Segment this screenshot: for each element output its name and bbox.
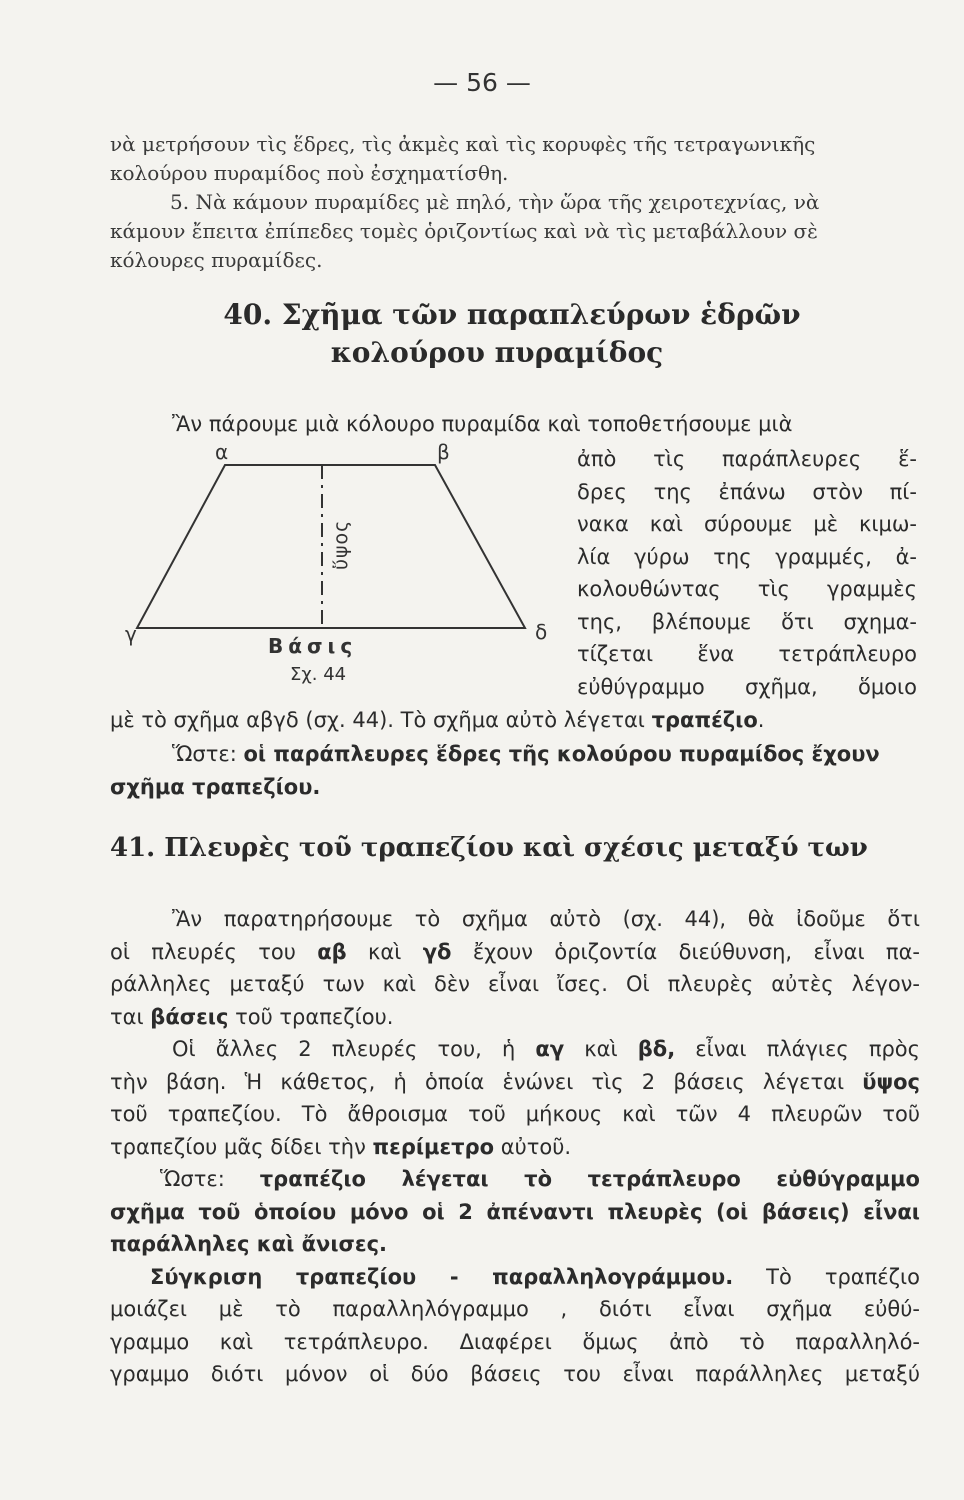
body-line: τραπεζίου μᾶς δίδει τὴν περίμετρο αὐτοῦ.: [110, 1134, 572, 1159]
height-label: ὕψος: [330, 519, 352, 570]
page-number: — 56 —: [433, 68, 531, 97]
conclusion-40: [110, 738, 925, 803]
intro-line: κάμουν ἔπειτα ἐπίπεδες τομὲς ὁριζοντίως καὶ νὰ τὶς μεταβάλλουν σὲ: [110, 219, 818, 243]
body-line: Οἱ ἄλλες 2 πλευρές του, ἡ αγ καὶ βδ, εἶναι πλάγιες πρὸς: [172, 1037, 920, 1061]
section-41-body: [110, 903, 920, 1391]
trapezoid-figure: [125, 440, 565, 718]
body-line: γραμμο διότι μόνον οἱ δύο βάσεις του εἶναι παράλληλες μεταξύ: [110, 1362, 920, 1386]
intro-line: νὰ μετρήσουν τὶς ἕδρες, τὶς ἀκμὲς καὶ τὶς κορυφὲς τῆς τετραγωνικῆς: [110, 132, 816, 156]
wrapped-line: τίζεται ἕνα τετράπλευρο: [577, 642, 917, 666]
body-line: σχῆμα τοῦ ὁποίου μόνο οἱ 2 ἀπέναντι πλευρὲς (οἱ βάσεις) εἶναι: [110, 1199, 920, 1224]
body-line: τὴν βάση. Ἡ κάθετος, ἡ ὁποία ἑνώνει τὶς 2 βάσεις λέγεται ὕψος: [110, 1069, 920, 1094]
body-line: γραμμο καὶ τετράπλευρο. Διαφέρει ὅμως ἀπὸ τὸ παραλληλό-: [110, 1329, 920, 1354]
wrapped-line: νακα καὶ σύρουμε μὲ κιμω-: [577, 512, 917, 536]
intro-text: [110, 130, 925, 275]
body-line: οἱ πλευρές του αβ καὶ γδ ἔχουν ὁριζοντία διεύθυνση, εἶναι πα-: [110, 939, 920, 964]
paragraph-first-line: Ἂν πάρουμε μιὰ κόλουρο πυραμίδα καὶ τοποθετήσουμε μιὰ: [172, 412, 793, 436]
term-trapezio: τραπέζιο: [651, 708, 758, 732]
figure-caption: Σχ. 44: [290, 664, 347, 685]
body-line: μοιάζει μὲ τὸ παραλληλόγραμμο , διότι εἶναι σχῆμα εὐθύ-: [110, 1297, 920, 1321]
wrapped-line: της, βλέπουμε ὅτι σχημα-: [577, 609, 917, 634]
wrapped-line: εὐθύγραμμο σχῆμα, ὅμοιο: [577, 674, 917, 699]
heading-line: 40. Σχῆμα τῶν παραπλεύρων ἑδρῶν: [223, 298, 801, 331]
vertex-label-b: β: [437, 440, 450, 464]
intro-line: 5. Νὰ κάμουν πυραμίδες μὲ πηλό, τὴν ὥρα τῆς χειροτεχνίας, νὰ: [170, 190, 820, 214]
intro-line: κολούρου πυραμίδος ποὺ ἐσχηματίσθη.: [110, 161, 509, 185]
text-run: .: [757, 708, 765, 732]
body-line: παράλληλες καὶ ἄνισες.: [110, 1232, 387, 1256]
paragraph-last-line: [110, 704, 925, 737]
body-line: Σύγκριση τραπεζίου - παραλληλογράμμου. Τὸ τραπέζιο: [150, 1264, 921, 1289]
body-line: τοῦ τραπεζίου. Τὸ ἄθροισμα τοῦ μήκους καὶ τῶν 4 πλευρῶν τοῦ: [110, 1102, 920, 1126]
vertex-label-d: δ: [535, 620, 548, 644]
wrapped-line: κολουθώντας τὶς γραμμὲς: [577, 577, 917, 601]
text-run: Ὥστε:: [172, 742, 244, 766]
vertex-label-a: α: [215, 440, 229, 464]
heading-line: κολούρου πυραμίδος: [330, 336, 664, 369]
section-41-heading: 41. Πλευρὲς τοῦ τραπεζίου καὶ σχέσις μεταξύ των: [110, 833, 868, 863]
text-run: μὲ τὸ σχῆμα αβγδ (σχ. 44). Τὸ σχῆμα αὐτὸ λέγεται: [110, 708, 652, 732]
wrapped-paragraph: [577, 443, 917, 703]
wrapped-line: δρες της ἐπάνω στὸν πί-: [577, 479, 917, 504]
wrapped-line: λία γύρω της γραμμές, ἀ-: [577, 544, 917, 569]
section-40-heading: [0, 296, 964, 372]
base-label: Βάσις: [268, 634, 358, 658]
body-line: Ὥστε: τραπέζιο λέγεται τὸ τετράπλευρο εὐθύγραμμο: [160, 1167, 920, 1191]
bold-statement: σχῆμα τραπεζίου.: [110, 774, 321, 799]
vertex-label-g: γ: [125, 622, 137, 646]
wrapped-line: ἀπὸ τὶς παράπλευρες ἕ-: [577, 447, 917, 471]
bold-statement: οἱ παράπλευρες ἕδρες τῆς κολούρου πυραμίδος ἔχουν: [243, 742, 880, 766]
body-line: ται βάσεις τοῦ τραπεζίου.: [110, 1004, 394, 1029]
body-line: ράλληλες μεταξύ των καὶ δὲν εἶναι ἴσες. Οἱ πλευρὲς αὐτὲς λέγον-: [110, 972, 920, 996]
body-line: Ἂν παρατηρήσουμε τὸ σχῆμα αὐτὸ (σχ. 44), θὰ ἰδοῦμε ὅτι: [172, 907, 920, 931]
intro-line: κόλουρες πυραμίδες.: [110, 248, 323, 272]
